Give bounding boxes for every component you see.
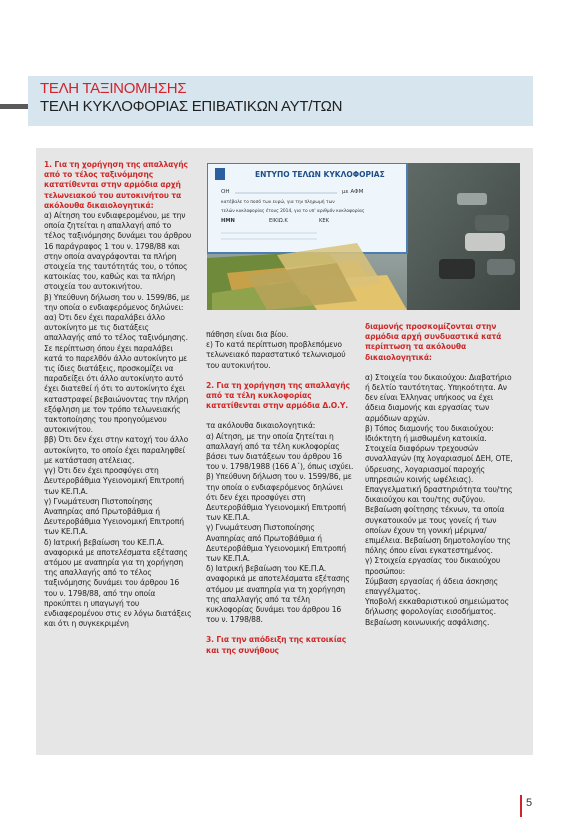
header-title: ΤΕΛΗ ΤΑΞΙΝΟΜΗΣΗΣ (40, 80, 187, 97)
section3-heading: 3. Για την απόδειξη της κατοικίας και της συνήθους (206, 635, 347, 655)
column-1 (44, 160, 192, 750)
form-row1-right: με ΑΦΜ (342, 189, 364, 195)
form-row4-a: ΗΜΝ (221, 218, 235, 224)
header-accent-bar (0, 104, 28, 109)
form-row2: κατέβαλε το ποσό των ευρώ, για την πληρωμή των (221, 200, 335, 205)
form-row4-c: ΚΕΚ (319, 218, 330, 224)
section2-body: τα ακόλουθα δικαιολογητικά: α) Αίτηση, με την οποία ζητείται η απαλλαγή από τα τέλη κυκλοφορίας βάσει των διατάξεων του άρθρου 16 του ν. 1798/1988 (166 Α΄), όπως ισχύει. β) Υπεύθυνη δήλωση του ν. 1599/86, με την οποία ο ενδιαφερόμενος δηλώνει ότι δεν έχει προσφύγει στη Δευτεροβάθμια Υγειονομική Επιτροπή των ΚΕ.Π.Α. γ) Γνωμάτευση Πιστοποίησης Αναπηρίας από Πρωτοβάθμια ή Δευτεροβάθμια Υγειονομική Επιτροπή των ΚΕ.Π.Α. δ) Ιατρική βεβαίωση του ΚΕ.Π.Α. αναφορικά με αποτελέσματα εξέτασης ατόμου με αναπηρία για τη χορήγηση της απαλλαγής από τα τέλη κυκλοφορίας δυνάμει του άρθρου 16 του ν. 1798/88. (206, 421, 354, 625)
header-subtitle: ΤΕΛΗ ΚΥΚΛΟΦΟΡΙΑΣ ΕΠΙΒΑΤΙΚΩΝ ΑΥΤ/ΤΩΝ (40, 98, 343, 115)
form-row4-b: ΕΙΚΙΩ.Κ (269, 218, 288, 224)
footer-accent-bar (520, 795, 522, 817)
column-3 (365, 322, 515, 722)
form-and-traffic-photo (207, 163, 520, 310)
section1-continuation: πάθηση είναι δια βίου. ε) Το κατά περίπτωση προβλεπόμενο τελωνειακό παραστατικό τελωνισμού του αυτοκινήτου. (206, 330, 346, 370)
page-number: 5 (526, 797, 533, 809)
section3-body: α) Στοιχεία του δικαιούχου: Διαβατήριο ή δελτίο ταυτότητας. Υπηκοότητα. Αν δεν είναι Έλληνας υπήκοος να έχει άδεια διαμονής και εργασίας των αρμόδιων αρχών. β) Τόπος διαμονής του δικαιούχου: Ιδιόκτητη ή μισθωμένη κατοικία. Στοιχεία διαφόρων τρεχουσών συναλλαγών (πχ λογαριασμοί ΔΕΗ, ΟΤΕ, ύδρευσης, λογαριασμοί παροχής υπηρεσιών κοινής ωφέλειας). Επαγγελματική δραστηριότητα του/της δικαιούχου και του/της συζύγου. Βεβαίωση φοίτησης τέκνων, τα οποία συγκατοικούν με τους γονείς ή των οποίων έχουν τη γονική μέριμνα/ επιμέλεια. Βεβαίωση δημοτολογίου της πόλης όπου είναι εγκατεστημένος. γ) Στοιχεία εργασίας του δικαιούχου προσώπου: Σύμβαση εργασίας ή άδεια άσκησης επαγγέλματος. Υποβολή εκκαθαριστικού σημειώματος δήλωσης φορολογίας εισοδήματος. Βεβαίωση κοινωνικής ασφάλισης. (365, 372, 513, 627)
form-title: ΕΝΤΥΠΟ ΤΕΛΩΝ ΚΥΚΛΟΦΟΡΙΑΣ (255, 170, 385, 179)
form-row3: τελών κυκλοφορίας έτους 2014, για το υπ' αριθμόν κυκλοφορίας (221, 209, 365, 214)
photo-illustration (207, 163, 520, 310)
column-2 (206, 330, 354, 725)
section3-heading-continuation: διαμονής προσκομίζονται στην αρμόδια αρχή συνδυαστικά κατά περίπτωση τα ακόλουθα δικαιολογητικά: (365, 322, 502, 362)
section2-heading: 2. Για τη χορήγηση της απαλλαγής από τα τέλη κυκλοφορίας κατατίθενται στην αρμόδια Δ.Ο.Υ. (206, 380, 350, 411)
section1-heading: 1. Για τη χορήγηση της απαλλαγής από το τέλος ταξινόμησης κατατίθενται στην αρμόδια αρχή τελωνειακού του αυτοκινήτου τα ακόλουθα δικαιολογητικά: (44, 160, 188, 210)
page-header (28, 76, 533, 126)
section1-body: α) Αίτηση του ενδιαφερομένου, με την οποία ζητείται η απαλλαγή από το τέλος ταξινόμησης δυνάμει του άρθρου 16 παράγραφος 1 του ν. 1798/88 και στην οποία αναγράφονται τα πλήρη στοιχεία της ταυτότητάς του, ο τόπος κατοικίας του, καθώς και τα πλήρη στοιχεία του αυτοκινήτου. β) Υπεύθυνη δήλωση του ν. 1599/86, με την οποία ο ενδιαφερόμενος δηλώνει: αα) Ότι δεν έχει παραλάβει άλλο αυτοκίνητο με τις διατάξεις απαλλαγής από το τέλος ταξινόμησης. Σε περίπτωση όπου έχει παραλάβει κατά το παρελθόν άλλο αυτοκίνητο με τις ίδιες διατάξεις, προσκομίζει να παραδείξει ότι άλλο αυτοκίνητο αυτό έχει διατεθεί ή ότι το αυτοκίνητο έχει καταστραφεί βεβαιώνοντας την πλήρη εξόφληση με τον τρόπο τελωνειακής τακτοποίησης του προηγούμενου αυτοκινήτου. ββ) Ότι δεν έχει στην κατοχή του άλλο αυτοκίνητο, το οποίο έχει παραληφθεί με κατάσταση ατέλειας. γγ) Ότι δεν έχει προσφύγει στη Δευτεροβάθμια Υγειονομική Επιτροπή των ΚΕ.Π.Α. γ) Γνωμάτευση Πιστοποίησης Αναπηρίας από Πρωτοβάθμια ή Δευτεροβάθμια Υγειονομική Επιτροπή των ΚΕ.Π.Α. δ) Ιατρική βεβαίωση του ΚΕ.Π.Α. αναφορικά με αποτελέσματα εξέτασης ατόμου με αναπηρία για τη χορήγηση της απαλλαγής από το τέλος ταξινόμησης δυνάμει του άρθρου 16 του ν. 1798/88, από την οποία προκύπτει η υπαγωγή του ενδιαφερομένου στις εν λόγω διατάξεις και ότι η συγκεκριμένη (44, 211, 192, 629)
form-row1-left: ΟΗ (221, 189, 230, 195)
